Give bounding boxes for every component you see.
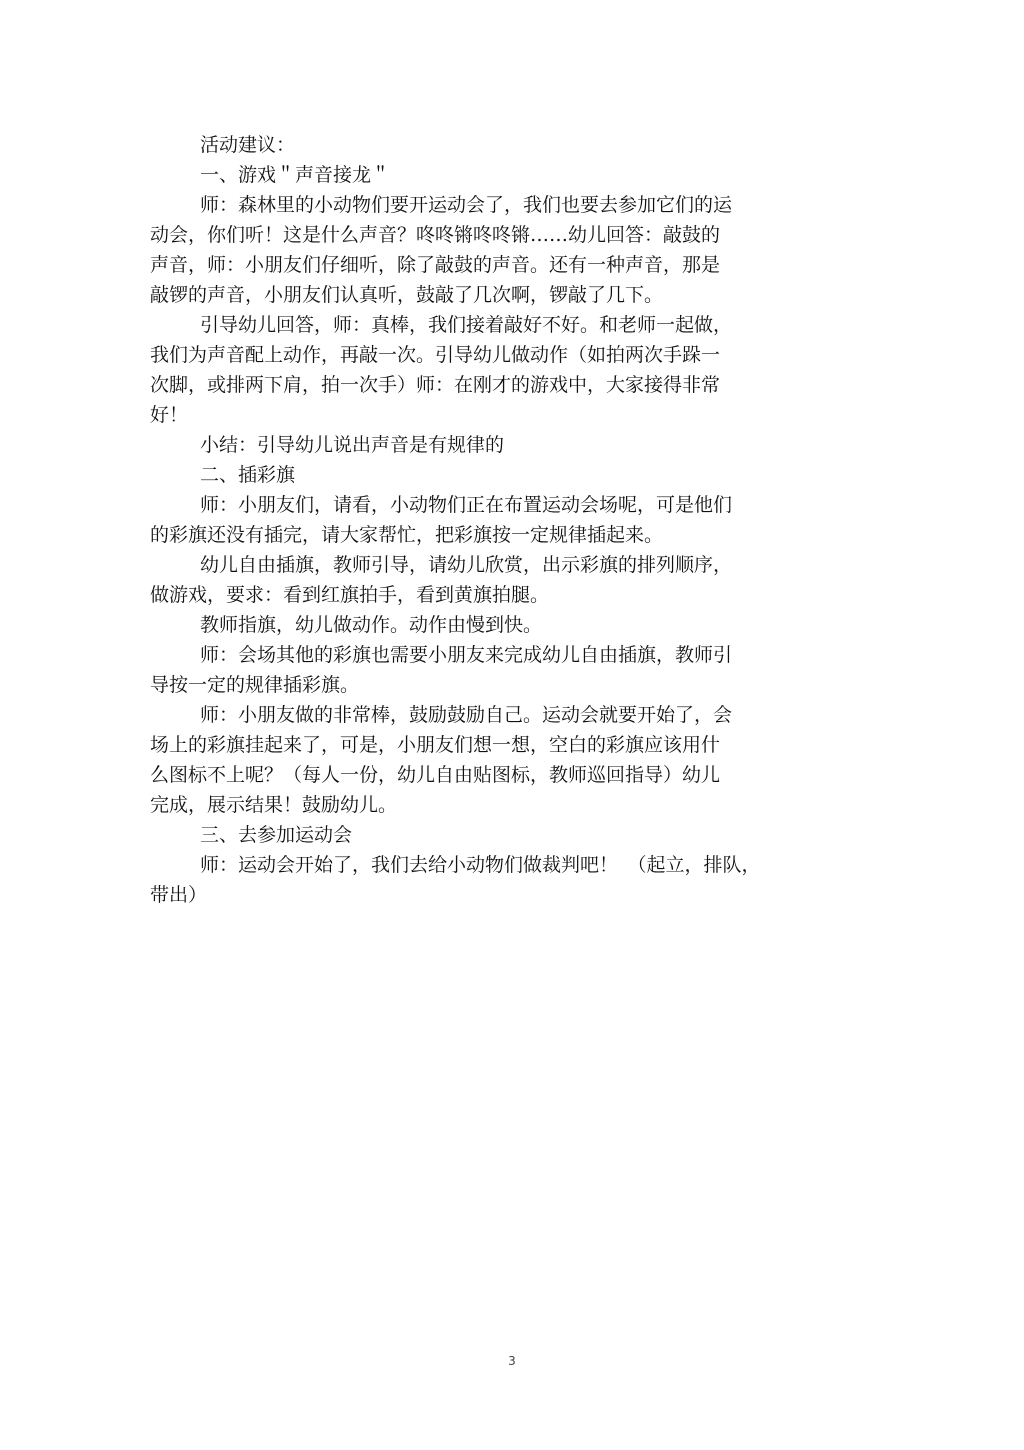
paragraph-line: 完成，展示结果！鼓励幼儿。 (150, 794, 398, 816)
document-body (150, 130, 830, 910)
paragraph-line: 么图标不上呢？（每人一份，幼儿自由贴图标，教师巡回指导）幼儿 (150, 764, 721, 786)
paragraph-line: 做游戏，要求：看到红旗拍手，看到黄旗拍腿。 (150, 584, 550, 606)
paragraph-line: 好！ (150, 404, 189, 426)
paragraph-line: 敲锣的声音，小朋友们认真听，鼓敲了几次啊，锣敲了几下。 (150, 284, 664, 306)
paragraph-line: 师：森林里的小动物们要开运动会了，我们也要去参加它们的运 (200, 194, 733, 216)
paragraph-line: 次脚，或排两下肩，拍一次手）师：在刚才的游戏中，大家接得非常 (150, 374, 721, 396)
paragraph-line: 师：会场其他的彩旗也需要小朋友来完成幼儿自由插旗，教师引 (200, 644, 733, 666)
section-heading-1: 一、游戏＂声音接龙＂ (200, 164, 391, 186)
paragraph-line: 幼儿自由插旗，教师引导，请幼儿欣赏，出示彩旗的排列顺序， (200, 554, 733, 576)
paragraph-line: 声音，师：小朋友们仔细听，除了敲鼓的声音。还有一种声音，那是 (150, 254, 721, 276)
section-heading-2: 二、插彩旗 (200, 464, 296, 486)
paragraph-line: 教师指旗，幼儿做动作。动作由慢到快。 (200, 614, 543, 636)
summary-line: 小结：引导幼儿说出声音是有规律的 (200, 434, 505, 456)
paragraph-line: 动会，你们听！这是什么声音？咚咚锵咚咚锵……幼儿回答：敲鼓的 (150, 224, 721, 246)
paragraph-line: 导按一定的规律插彩旗。 (150, 674, 360, 696)
section-heading-3: 三、去参加运动会 (200, 824, 353, 846)
paragraph-line: 的彩旗还没有插完，请大家帮忙，把彩旗按一定规律插起来。 (150, 524, 664, 546)
paragraph-line: 场上的彩旗挂起来了，可是，小朋友们想一想，空白的彩旗应该用什 (150, 734, 721, 756)
paragraph-line: 引导幼儿回答，师：真棒，我们接着敲好不好。和老师一起做， (200, 314, 733, 336)
section-intro-heading: 活动建议： (200, 134, 296, 156)
paragraph-line: 师：运动会开始了，我们去给小动物们做裁判吧！ （起立，排队， (200, 854, 761, 876)
paragraph-line: 带出） (150, 884, 208, 906)
page-number: 3 (508, 1354, 516, 1368)
paragraph-line: 师：小朋友做的非常棒，鼓励鼓励自己。运动会就要开始了，会 (200, 704, 733, 726)
paragraph-line: 我们为声音配上动作，再敲一次。引导幼儿做动作（如拍两次手跺一 (150, 344, 721, 366)
paragraph-line: 师：小朋友们，请看，小动物们正在布置运动会场呢，可是他们 (200, 494, 733, 516)
